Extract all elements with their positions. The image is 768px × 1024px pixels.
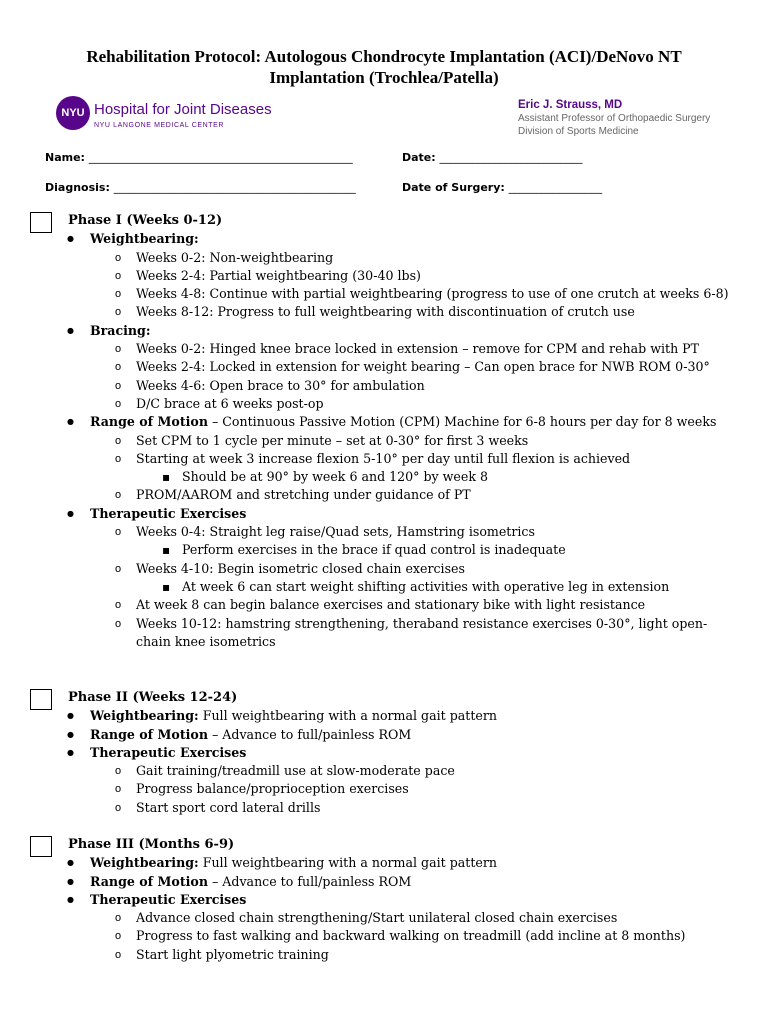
list-item: ▪ At week 6 can start weight shifting activities with operative leg in extension: [136, 578, 730, 596]
document-title: [40, 46, 728, 88]
list-item: [30, 873, 730, 891]
section-text: Full weightbearing with a normal gait pattern: [198, 855, 497, 871]
nyu-logo-icon: NYU: [56, 96, 90, 130]
section-label: Range of Motion: [90, 726, 208, 742]
phase-2-title: Phase II (Weeks 12-24): [68, 690, 238, 705]
list-item: o Start sport cord lateral drills: [90, 799, 730, 817]
section-label: Therapeutic Exercises: [90, 744, 247, 760]
list-item: o Weeks 2-4: Locked in extension for weight bearing – Can open brace for NWB ROM 0-30°: [90, 358, 730, 376]
list-item: o Gait training/treadmill use at slow-moderate pace: [90, 762, 730, 780]
diagnosis-blank[interactable]: ____________________________________________: [113, 181, 356, 194]
section-text: – Advance to full/painless ROM: [207, 873, 412, 889]
list-item: o Set CPM to 1 cycle per minute – set at 0-30° for first 3 weeks: [90, 432, 730, 450]
list-item: [30, 726, 730, 744]
section-text: – Continuous Passive Motion (CPM) Machine for 6-8 hours per day for 8 weeks: [207, 414, 717, 430]
list-item: [90, 450, 730, 487]
list-item: [30, 322, 730, 413]
list-item-text: Starting at week 3 increase flexion 5-10° per day until full flexion is achieved: [136, 450, 631, 466]
hospital-subtitle: NYU LANGONE MEDICAL CENTER: [94, 122, 225, 129]
section-label: Weightbearing:: [90, 708, 199, 724]
section-label: Therapeutic Exercises: [90, 505, 247, 521]
list-item: [30, 413, 730, 504]
list-item: [30, 707, 730, 725]
section-label: Weightbearing:: [90, 855, 199, 871]
list-item: [30, 854, 730, 872]
section-text: – Advance to full/painless ROM: [207, 726, 412, 742]
list-item: o Progress to fast walking and backward walking on treadmill (add incline at 8 months): [90, 927, 730, 945]
list-item-text: Weeks 0-4: Straight leg raise/Quad sets, Hamstring isometrics: [136, 524, 535, 540]
surgery-date-label: Date of Surgery:: [402, 181, 505, 194]
title-line-1: Rehabilitation Protocol: Autologous Chondrocyte Implantation (ACI)/DeNovo NT: [86, 47, 682, 66]
date-field[interactable]: [402, 151, 583, 164]
diagnosis-field[interactable]: [45, 181, 356, 194]
surgery-date-blank[interactable]: _________________: [508, 181, 603, 194]
list-item: ▪ Perform exercises in the brace if quad control is inadequate: [136, 541, 730, 559]
phase-1-list: [30, 230, 730, 651]
list-item: o Advance closed chain strengthening/Start unilateral closed chain exercises: [90, 909, 730, 927]
list-item: o Weeks 0-2: Hinged knee brace locked in extension – remove for CPM and rehab with PT: [90, 340, 730, 358]
diagnosis-label: Diagnosis:: [45, 181, 110, 194]
list-item: o Weeks 4-6: Open brace to 30° for ambulation: [90, 377, 730, 395]
list-item: [30, 230, 730, 321]
date-blank[interactable]: __________________________: [439, 151, 583, 164]
list-item: [30, 891, 730, 964]
section-text: Full weightbearing with a normal gait pattern: [198, 708, 497, 724]
list-item: o Weeks 4-8: Continue with partial weightbearing (progress to use of one crutch at weeks 6-8): [90, 285, 730, 303]
section-label: Bracing:: [90, 322, 151, 338]
phase-1-title: Phase I (Weeks 0-12): [68, 213, 223, 228]
name-field[interactable]: [45, 151, 353, 164]
list-item: [90, 560, 730, 597]
list-item: o Weeks 2-4: Partial weightbearing (30-40 lbs): [90, 267, 730, 285]
name-label: Name:: [45, 151, 85, 164]
title-line-2: Implantation (Trochlea/Patella): [269, 68, 499, 87]
name-blank[interactable]: ________________________________________________: [88, 151, 353, 164]
list-item: [30, 505, 730, 651]
list-item: [30, 744, 730, 817]
list-item-text: Weeks 4-10: Begin isometric closed chain exercises: [136, 560, 465, 576]
list-item: o At week 8 can begin balance exercises and stationary bike with light resistance: [90, 596, 730, 614]
hospital-name: Hospital for Joint Diseases: [94, 101, 272, 118]
phase-2-list: [30, 707, 730, 817]
list-item: o Weeks 0-2: Non-weightbearing: [90, 249, 730, 267]
list-item: o D/C brace at 6 weeks post-op: [90, 395, 730, 413]
phase-3-title: Phase III (Months 6-9): [68, 837, 235, 852]
list-item: o Weeks 8-12: Progress to full weightbearing with discontinuation of crutch use: [90, 303, 730, 321]
list-item: o Progress balance/proprioception exercises: [90, 780, 730, 798]
surgery-date-field[interactable]: [402, 181, 602, 194]
list-item: [90, 523, 730, 560]
list-item: o Start light plyometric training: [90, 946, 730, 964]
date-label: Date:: [402, 151, 436, 164]
section-label: Range of Motion: [90, 873, 208, 889]
section-label: Therapeutic Exercises: [90, 891, 247, 907]
section-label: Weightbearing:: [90, 231, 199, 247]
doctor-name: Eric J. Strauss, MD: [518, 99, 623, 111]
list-item: o Weeks 10-12: hamstring strengthening, theraband resistance exercises 0-30°, light open-chain knee isometrics: [90, 615, 730, 652]
hospital-logo: [56, 96, 272, 138]
doctor-info: [518, 98, 710, 138]
list-item: o PROM/AAROM and stretching under guidance of PT: [90, 486, 730, 504]
phase-3-list: [30, 854, 730, 964]
section-label: Range of Motion: [90, 414, 208, 430]
doctor-division: Division of Sports Medicine: [518, 126, 639, 137]
doctor-title: Assistant Professor of Orthopaedic Surgery: [518, 113, 711, 124]
list-item: ▪ Should be at 90° by week 6 and 120° by week 8: [136, 468, 730, 486]
